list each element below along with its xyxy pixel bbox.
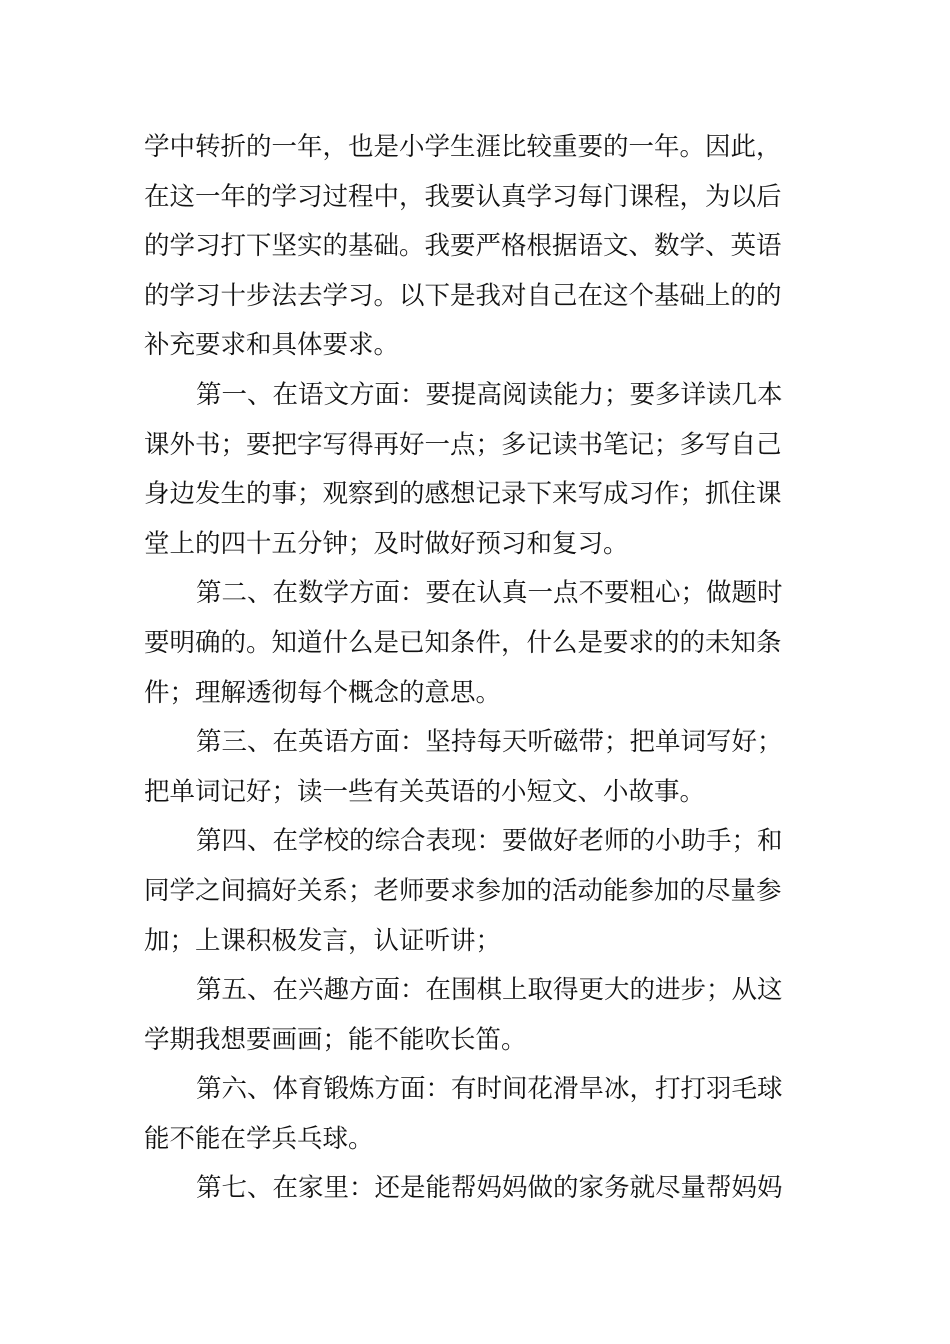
paragraph-line: 加；上课积极发言，认证听讲； (144, 925, 502, 956)
paragraph-line: 把单词记好；读一些有关英语的小短文、小故事。 (144, 776, 706, 807)
paragraph-line: 第三、在英语方面：坚持每天听磁带；把单词写好； (196, 727, 783, 758)
paragraph-line: 第一、在语文方面：要提高阅读能力；要多详读几本 (196, 379, 783, 410)
paragraph-chinese (144, 371, 814, 569)
paragraph-interests (144, 966, 814, 1065)
paragraph-line: 课外书；要把字写得再好一点；多记读书笔记；多写自己 (144, 429, 782, 460)
paragraph-line: 件；理解透彻每个概念的意思。 (144, 677, 502, 708)
paragraph-line: 的学习十步法去学习。以下是我对自己在这个基础上的的 (144, 280, 782, 311)
paragraph-line: 第六、体育锻炼方面：有时间花滑旱冰，打打羽毛球 (196, 1074, 783, 1105)
paragraph-line: 要明确的。知道什么是已知条件，什么是要求的的未知条 (144, 627, 782, 658)
paragraph-sports (144, 1065, 814, 1164)
paragraph-home (144, 1164, 814, 1214)
paragraph-line: 第四、在学校的综合表现：要做好老师的小助手；和 (196, 826, 783, 857)
paragraph-line: 身边发生的事；观察到的感想记录下来写成习作；抓住课 (144, 479, 782, 510)
document-body (144, 123, 814, 1214)
paragraph-line: 第五、在兴趣方面：在围棋上取得更大的进步；从这 (196, 975, 783, 1006)
paragraph-english (144, 718, 814, 817)
paragraph-school (144, 817, 814, 966)
paragraph-line: 学期我想要画画；能不能吹长笛。 (144, 1024, 527, 1055)
paragraph-line: 第七、在家里：还是能帮妈妈做的家务就尽量帮妈妈 (196, 1173, 783, 1204)
paragraph-line: 的学习打下坚实的基础。我要严格根据语文、数学、英语 (144, 231, 782, 262)
paragraph-line: 第二、在数学方面：要在认真一点不要粗心；做题时 (196, 578, 783, 609)
paragraph-intro (144, 123, 814, 371)
paragraph-line: 同学之间搞好关系；老师要求参加的活动能参加的尽量参 (144, 875, 782, 906)
paragraph-math (144, 569, 814, 718)
paragraph-line: 堂上的四十五分钟；及时做好预习和复习。 (144, 528, 629, 559)
paragraph-line: 补充要求和具体要求。 (144, 330, 400, 361)
paragraph-line: 学中转折的一年，也是小学生涯比较重要的一年。因此， (144, 132, 782, 162)
paragraph-line: 能不能在学兵乓球。 (144, 1123, 374, 1154)
paragraph-line: 在这一年的学习过程中，我要认真学习每门课程，为以后 (144, 181, 782, 212)
